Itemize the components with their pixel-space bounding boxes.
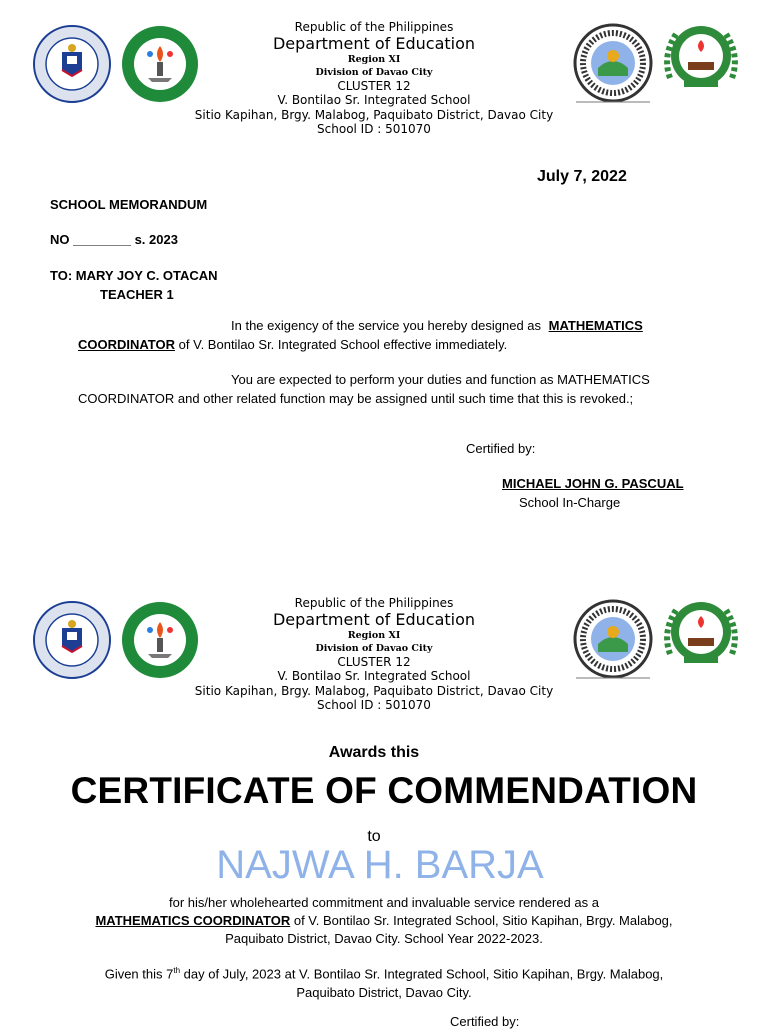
header-division: Division of Davao City <box>315 66 433 78</box>
header-division: Division of Davao City <box>315 642 433 654</box>
cert-line-2 <box>0 913 768 928</box>
para1-rest: of V. Bontilao Sr. Integrated School effective immediately. <box>178 337 508 352</box>
memo-paragraph-2-line-2: COORDINATOR and other related function may be assigned until such time that this is revoked.; <box>78 391 634 406</box>
header-school-id: School ID : 501070 <box>317 698 431 713</box>
cert-given-line-1 <box>0 966 768 981</box>
header-region: Region XI <box>347 629 401 641</box>
cert-title: CERTIFICATE OF COMMENDATION <box>70 770 698 811</box>
cert-given-a: Given this 7 <box>104 966 174 982</box>
cert-to: to <box>367 828 381 845</box>
para1-role-a: MATHEMATICS <box>548 318 643 333</box>
memo-paragraph-2-line-1: You are expected to perform your duties and function as MATHEMATICS <box>231 372 650 387</box>
school-seal-logo <box>660 594 742 676</box>
school-seal-logo <box>660 18 742 100</box>
memo-paragraph-1-line-2 <box>78 337 507 352</box>
cert-awards-this: Awards this <box>328 744 420 761</box>
header-address: Sitio Kapihan, Brgy. Malabog, Paquibato District, Davao City <box>194 107 554 122</box>
memo-recipient-position: TEACHER 1 <box>100 287 174 302</box>
header-department: Department of Education <box>272 33 476 53</box>
header-department: Department of Education <box>272 609 476 629</box>
memo-certified-by: Certified by: <box>466 441 536 456</box>
memo-paragraph-1-line-1 <box>231 318 643 333</box>
header-republic: Republic of the Philippines <box>294 20 454 34</box>
cert-recipient-name: NAJWA H. BARJA <box>216 843 544 887</box>
header-republic: Republic of the Philippines <box>294 596 454 610</box>
deped-seal-logo <box>32 24 112 104</box>
deped-seal-logo <box>32 600 112 680</box>
cert-role: MATHEMATICS COORDINATOR <box>95 913 291 928</box>
memo-title: SCHOOL MEMORANDUM <box>50 197 208 212</box>
memo-recipient: TO: MARY JOY C. OTACAN <box>50 268 218 283</box>
header-address: Sitio Kapihan, Brgy. Malabog, Paquibato District, Davao City <box>194 683 554 698</box>
cert-line-1: for his/her wholehearted commitment and invaluable service rendered as a <box>169 895 599 910</box>
header-school-id: School ID : 501070 <box>317 122 431 137</box>
header-text-block <box>174 20 574 137</box>
header-cluster: CLUSTER 12 <box>337 654 411 669</box>
header-text-block <box>174 596 574 713</box>
davao-division-seal-logo <box>572 22 654 104</box>
memo-signatory-title: School In-Charge <box>519 495 621 510</box>
header-cluster: CLUSTER 12 <box>337 78 411 93</box>
para1-intro: In the exigency of the service you hereby designed as <box>231 318 542 333</box>
cert-given-line-2: Paquibato District, Davao City. <box>296 985 472 1000</box>
memo-date: July 7, 2022 <box>537 168 627 185</box>
cert-given-sup: th <box>173 966 181 975</box>
memo-signatory-name: MICHAEL JOHN G. PASCUAL <box>502 476 684 491</box>
cert-line-2-rest: of V. Bontilao Sr. Integrated School, Sitio Kapihan, Brgy. Malabog, <box>293 913 673 928</box>
header-school: V. Bontilao Sr. Integrated School <box>277 669 471 684</box>
cert-certified-by: Certified by: <box>450 1014 520 1029</box>
memo-header <box>0 18 768 148</box>
cert-given-b: day of July, 2023 at V. Bontilao Sr. Integrated School, Sitio Kapihan, Brgy. Malabog, <box>183 966 664 982</box>
header-region: Region XI <box>347 53 401 65</box>
para1-role-b: COORDINATOR <box>78 337 176 352</box>
cert-line-3: Paquibato District, Davao City. School Year 2022-2023. <box>225 931 543 946</box>
certificate-header <box>0 594 768 724</box>
davao-division-seal-logo <box>572 598 654 680</box>
header-school: V. Bontilao Sr. Integrated School <box>277 93 471 108</box>
memo-number: NO ________ s. 2023 <box>50 232 178 247</box>
